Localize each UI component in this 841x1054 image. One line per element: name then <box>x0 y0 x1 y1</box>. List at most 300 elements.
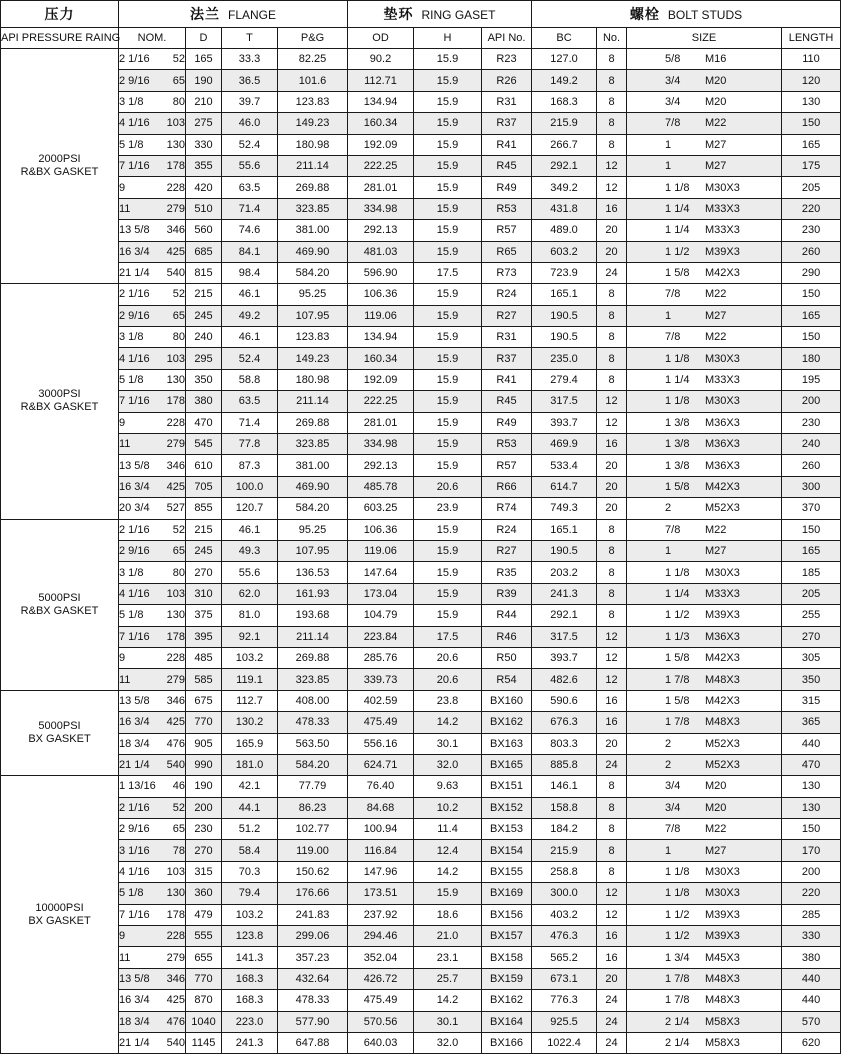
api-no-cell: R53 <box>482 434 532 455</box>
od-cell: 119.06 <box>348 540 414 561</box>
nom-mm: 52 <box>172 801 185 814</box>
bolt-size-cell <box>627 926 782 947</box>
bolt-size-metric: M30X3 <box>705 566 740 579</box>
bolt-size-inch: 1 1/4 <box>665 374 690 387</box>
gasket-type: R&BX GASKET <box>20 604 99 617</box>
length-cell: 285 <box>782 904 841 925</box>
bc-cell: 489.0 <box>532 220 597 241</box>
nom-inch: 7 1/16 <box>119 160 150 173</box>
d-cell: 685 <box>186 241 222 262</box>
bolt-count-cell: 8 <box>597 305 627 326</box>
bolt-size-cell <box>627 947 782 968</box>
length-cell: 180 <box>782 348 841 369</box>
nom-mm: 279 <box>166 438 185 451</box>
h-cell: 15.9 <box>414 369 482 390</box>
nom-inch: 21 1/4 <box>119 267 150 280</box>
d-cell: 360 <box>186 883 222 904</box>
bolt-count-cell: 20 <box>597 733 627 754</box>
bolt-size-cell <box>627 498 782 519</box>
nom-mm: 228 <box>166 930 185 943</box>
nom-cell <box>119 476 186 497</box>
t-cell: 55.6 <box>222 155 278 176</box>
pg-cell: 119.00 <box>278 840 348 861</box>
bolt-size-inch: 1 7/8 <box>665 994 690 1007</box>
bolt-count-cell: 24 <box>597 1032 627 1053</box>
od-cell: 192.09 <box>348 369 414 390</box>
bolt-size-metric: M58X3 <box>705 1015 740 1028</box>
bolt-size-metric: M33X3 <box>705 224 740 237</box>
h-cell: 15.9 <box>414 348 482 369</box>
bolt-size-metric: M22 <box>705 331 727 344</box>
api-no-cell: R45 <box>482 391 532 412</box>
table-row <box>1 840 841 861</box>
nom-cell <box>119 327 186 348</box>
col-nom: NOM. <box>119 28 186 49</box>
api-no-cell: R24 <box>482 519 532 540</box>
nom-cell <box>119 177 186 198</box>
bc-cell: 235.0 <box>532 348 597 369</box>
table-row <box>1 1032 841 1053</box>
table-row <box>1 647 841 668</box>
table-row <box>1 348 841 369</box>
bolt-size-inch: 3/4 <box>665 95 681 108</box>
length-cell: 195 <box>782 369 841 390</box>
nom-cell <box>119 583 186 604</box>
pg-cell: 82.25 <box>278 49 348 70</box>
nom-mm: 52 <box>172 53 185 66</box>
d-cell: 355 <box>186 155 222 176</box>
bolt-size-cell <box>627 434 782 455</box>
od-cell: 223.84 <box>348 626 414 647</box>
bolt-size-inch: 1 1/2 <box>665 609 690 622</box>
nom-mm: 78 <box>172 844 185 857</box>
bolt-size-inch: 3/4 <box>665 780 681 793</box>
bolt-size-metric: M27 <box>705 138 727 151</box>
pressure-rating-cell <box>1 519 119 690</box>
od-cell: 90.2 <box>348 49 414 70</box>
bolt-size-inch: 7/8 <box>665 523 681 536</box>
bolt-size-cell <box>627 647 782 668</box>
bolt-size-inch: 1 <box>665 545 672 558</box>
pg-cell: 469.90 <box>278 476 348 497</box>
bolt-size-inch: 1 1/8 <box>665 181 690 194</box>
h-cell: 32.0 <box>414 754 482 775</box>
nom-inch: 4 1/16 <box>119 117 150 130</box>
od-cell: 339.73 <box>348 669 414 690</box>
bc-cell: 149.2 <box>532 70 597 91</box>
bolt-count-cell: 16 <box>597 690 627 711</box>
bolt-size-metric: M39X3 <box>705 609 740 622</box>
t-cell: 63.5 <box>222 391 278 412</box>
bolt-size-inch: 7/8 <box>665 331 681 344</box>
bolt-size-cell <box>627 220 782 241</box>
bolt-size-cell <box>627 91 782 112</box>
d-cell: 190 <box>186 70 222 91</box>
nom-cell <box>119 776 186 797</box>
t-cell: 98.4 <box>222 262 278 283</box>
od-cell: 285.76 <box>348 647 414 668</box>
bolt-size-inch: 1 3/8 <box>665 438 690 451</box>
nom-cell <box>119 562 186 583</box>
od-cell: 292.13 <box>348 220 414 241</box>
bolt-count-cell: 8 <box>597 348 627 369</box>
rating-value: 3000PSI <box>38 388 81 401</box>
h-cell: 15.9 <box>414 327 482 348</box>
nom-inch: 11 <box>119 951 131 964</box>
od-cell: 76.40 <box>348 776 414 797</box>
bc-cell: 393.7 <box>532 647 597 668</box>
bolt-size-metric: M36X3 <box>705 438 740 451</box>
bolt-size-inch: 2 <box>665 759 672 772</box>
api-no-cell: R49 <box>482 412 532 433</box>
length-cell: 230 <box>782 220 841 241</box>
api-no-cell: BX159 <box>482 968 532 989</box>
bolt-size-inch: 1 3/8 <box>665 459 690 472</box>
bolt-size-inch: 1 5/8 <box>665 694 690 707</box>
od-cell: 222.25 <box>348 155 414 176</box>
bolt-count-cell: 20 <box>597 241 627 262</box>
col-no: No. <box>597 28 627 49</box>
nom-inch: 13 5/8 <box>119 224 150 237</box>
d-cell: 245 <box>186 540 222 561</box>
bolt-size-metric: M48X3 <box>705 972 740 985</box>
bolt-size-metric: M30X3 <box>705 352 740 365</box>
bolt-size-inch: 1 1/8 <box>665 352 690 365</box>
bolt-size-cell <box>627 1011 782 1032</box>
od-cell: 100.94 <box>348 819 414 840</box>
h-cell: 15.9 <box>414 220 482 241</box>
nom-mm: 103 <box>166 352 185 365</box>
pg-cell: 584.20 <box>278 262 348 283</box>
length-cell: 130 <box>782 776 841 797</box>
pg-cell: 102.77 <box>278 819 348 840</box>
nom-inch: 11 <box>119 202 131 215</box>
bolt-size-cell <box>627 369 782 390</box>
d-cell: 510 <box>186 198 222 219</box>
d-cell: 555 <box>186 926 222 947</box>
pg-cell: 211.14 <box>278 391 348 412</box>
nom-cell <box>119 926 186 947</box>
od-cell: 334.98 <box>348 434 414 455</box>
bolt-size-cell <box>627 284 782 305</box>
h-cell: 15.9 <box>414 91 482 112</box>
bolt-size-cell <box>627 177 782 198</box>
h-cell: 15.9 <box>414 198 482 219</box>
length-cell: 110 <box>782 49 841 70</box>
pg-cell: 432.64 <box>278 968 348 989</box>
t-cell: 123.8 <box>222 926 278 947</box>
bolt-size-metric: M33X3 <box>705 202 740 215</box>
od-cell: 281.01 <box>348 412 414 433</box>
h-cell: 23.9 <box>414 498 482 519</box>
bolt-size-inch: 1 1/8 <box>665 887 690 900</box>
h-cell: 17.5 <box>414 626 482 647</box>
bolt-size-metric: M36X3 <box>705 630 740 643</box>
nom-cell <box>119 305 186 326</box>
table-row <box>1 861 841 882</box>
api-no-cell: BX157 <box>482 926 532 947</box>
nom-inch: 7 1/16 <box>119 908 150 921</box>
nom-mm: 65 <box>172 823 185 836</box>
length-cell: 205 <box>782 177 841 198</box>
t-cell: 52.4 <box>222 134 278 155</box>
bolt-size-metric: M48X3 <box>705 994 740 1007</box>
bolt-size-metric: M52X3 <box>705 759 740 772</box>
nom-inch: 11 <box>119 438 131 451</box>
bolt-size-cell <box>627 968 782 989</box>
nom-mm: 130 <box>166 609 185 622</box>
od-cell: 624.71 <box>348 754 414 775</box>
table-row <box>1 819 841 840</box>
od-cell: 475.49 <box>348 712 414 733</box>
od-cell: 112.71 <box>348 70 414 91</box>
length-cell: 300 <box>782 476 841 497</box>
api-no-cell: R37 <box>482 113 532 134</box>
gasket-type: R&BX GASKET <box>20 401 99 414</box>
length-cell: 205 <box>782 583 841 604</box>
length-cell: 130 <box>782 797 841 818</box>
h-cell: 20.6 <box>414 476 482 497</box>
nom-mm: 178 <box>166 908 185 921</box>
table-row <box>1 797 841 818</box>
nom-mm: 130 <box>166 138 185 151</box>
d-cell: 855 <box>186 498 222 519</box>
bolt-size-inch: 5/8 <box>665 53 681 66</box>
od-cell: 160.34 <box>348 113 414 134</box>
bc-cell: 215.9 <box>532 840 597 861</box>
pg-cell: 323.85 <box>278 434 348 455</box>
nom-cell <box>119 220 186 241</box>
nom-inch: 2 1/16 <box>119 523 150 536</box>
api-no-cell: BX152 <box>482 797 532 818</box>
t-cell: 33.3 <box>222 49 278 70</box>
bolt-size-metric: M42X3 <box>705 481 740 493</box>
nom-cell <box>119 819 186 840</box>
pg-cell: 584.20 <box>278 498 348 519</box>
table-row <box>1 1011 841 1032</box>
api-no-cell: BX153 <box>482 819 532 840</box>
t-cell: 58.4 <box>222 840 278 861</box>
t-cell: 36.5 <box>222 70 278 91</box>
table-row <box>1 883 841 904</box>
nom-mm: 65 <box>172 545 185 558</box>
bc-cell: 292.1 <box>532 605 597 626</box>
od-cell: 294.46 <box>348 926 414 947</box>
nom-cell <box>119 498 186 519</box>
bolt-size-metric: M22 <box>705 117 727 130</box>
od-cell: 603.25 <box>348 498 414 519</box>
bolt-count-cell: 12 <box>597 177 627 198</box>
bolt-size-metric: M20 <box>705 780 727 793</box>
h-cell: 14.2 <box>414 712 482 733</box>
bolt-size-cell <box>627 476 782 497</box>
bolt-size-cell <box>627 262 782 283</box>
bc-cell: 393.7 <box>532 412 597 433</box>
length-cell: 370 <box>782 498 841 519</box>
od-cell: 334.98 <box>348 198 414 219</box>
length-cell: 350 <box>782 669 841 690</box>
h-cell: 30.1 <box>414 733 482 754</box>
pg-cell: 478.33 <box>278 990 348 1011</box>
col-pg: P&G <box>278 28 348 49</box>
h-cell: 10.2 <box>414 797 482 818</box>
rating-value: 10000PSI <box>35 901 84 914</box>
length-cell: 470 <box>782 754 841 775</box>
bolt-count-cell: 8 <box>597 540 627 561</box>
bolt-size-cell <box>627 113 782 134</box>
d-cell: 1145 <box>186 1032 222 1053</box>
d-cell: 815 <box>186 262 222 283</box>
h-cell: 30.1 <box>414 1011 482 1032</box>
table-row <box>1 369 841 390</box>
d-cell: 310 <box>186 583 222 604</box>
nom-inch: 3 1/16 <box>119 844 150 857</box>
bolt-size-metric: M42X3 <box>705 694 740 707</box>
flange-header: 法兰 FLANGE <box>119 1 348 28</box>
nom-mm: 80 <box>172 95 185 108</box>
bc-cell: 723.9 <box>532 262 597 283</box>
d-cell: 230 <box>186 819 222 840</box>
nom-cell <box>119 134 186 155</box>
t-cell: 52.4 <box>222 348 278 369</box>
nom-mm: 279 <box>166 673 185 686</box>
bolt-size-inch: 1 5/8 <box>665 267 690 280</box>
nom-inch: 4 1/16 <box>119 587 150 600</box>
nom-mm: 52 <box>172 288 185 301</box>
bolt-size-inch: 1 1/2 <box>665 245 690 258</box>
bolt-count-cell: 20 <box>597 455 627 476</box>
h-cell: 15.9 <box>414 177 482 198</box>
d-cell: 479 <box>186 904 222 925</box>
col-length: LENGTH <box>782 28 841 49</box>
bolt-count-cell: 8 <box>597 797 627 818</box>
t-cell: 223.0 <box>222 1011 278 1032</box>
nom-cell <box>119 733 186 754</box>
t-cell: 100.0 <box>222 476 278 497</box>
bc-cell: 190.5 <box>532 305 597 326</box>
bolt-size-cell <box>627 70 782 91</box>
bolt-size-cell <box>627 733 782 754</box>
d-cell: 270 <box>186 840 222 861</box>
api-no-cell: BX154 <box>482 840 532 861</box>
table-row <box>1 434 841 455</box>
bolt-size-cell <box>627 776 782 797</box>
table-row <box>1 947 841 968</box>
api-no-cell: R46 <box>482 626 532 647</box>
bolt-size-inch: 1 7/8 <box>665 972 690 985</box>
api-no-cell: R26 <box>482 70 532 91</box>
bolt-size-cell <box>627 348 782 369</box>
bolt-size-inch: 1 1/4 <box>665 202 690 215</box>
od-cell: 570.56 <box>348 1011 414 1032</box>
table-row <box>1 455 841 476</box>
col-od: OD <box>348 28 414 49</box>
nom-cell <box>119 262 186 283</box>
length-cell: 440 <box>782 990 841 1011</box>
bolt-size-inch: 2 <box>665 737 672 750</box>
bc-cell: 885.8 <box>532 754 597 775</box>
nom-mm: 103 <box>166 587 185 600</box>
pg-cell: 584.20 <box>278 754 348 775</box>
bolt-count-cell: 8 <box>597 70 627 91</box>
rating-value: 5000PSI <box>38 720 81 732</box>
length-cell: 185 <box>782 562 841 583</box>
nom-inch: 16 3/4 <box>119 716 150 729</box>
nom-mm: 228 <box>166 416 185 429</box>
bolt-count-cell: 20 <box>597 968 627 989</box>
nom-mm: 279 <box>166 202 185 215</box>
api-no-cell: BX151 <box>482 776 532 797</box>
bolt-size-inch: 3/4 <box>665 801 681 814</box>
t-cell: 42.1 <box>222 776 278 797</box>
table-row <box>1 134 841 155</box>
table-row <box>1 70 841 91</box>
bolt-size-inch: 1 7/8 <box>665 716 690 729</box>
bc-cell: 258.8 <box>532 861 597 882</box>
h-cell: 15.9 <box>414 412 482 433</box>
nom-mm: 346 <box>166 972 185 985</box>
nom-mm: 346 <box>166 459 185 472</box>
bolt-size-metric: M39X3 <box>705 908 740 921</box>
length-cell: 150 <box>782 519 841 540</box>
pg-cell: 86.23 <box>278 797 348 818</box>
table-row <box>1 198 841 219</box>
bolt-size-cell <box>627 583 782 604</box>
h-cell: 25.7 <box>414 968 482 989</box>
nom-mm: 527 <box>166 502 185 515</box>
od-cell: 173.04 <box>348 583 414 604</box>
t-cell: 63.5 <box>222 177 278 198</box>
pg-cell: 211.14 <box>278 626 348 647</box>
t-cell: 74.6 <box>222 220 278 241</box>
d-cell: 545 <box>186 434 222 455</box>
table-row <box>1 776 841 797</box>
nom-inch: 20 3/4 <box>119 502 150 515</box>
api-no-cell: BX155 <box>482 861 532 882</box>
t-cell: 168.3 <box>222 990 278 1011</box>
h-cell: 15.9 <box>414 455 482 476</box>
nom-mm: 425 <box>166 994 185 1007</box>
nom-mm: 178 <box>166 160 185 173</box>
bolt-size-cell <box>627 327 782 348</box>
api-no-cell: R54 <box>482 669 532 690</box>
length-cell: 200 <box>782 391 841 412</box>
nom-cell <box>119 754 186 775</box>
length-cell: 165 <box>782 540 841 561</box>
length-cell: 620 <box>782 1032 841 1053</box>
table-row <box>1 669 841 690</box>
bolt-count-cell: 8 <box>597 562 627 583</box>
t-cell: 71.4 <box>222 198 278 219</box>
h-cell: 15.9 <box>414 49 482 70</box>
bolt-size-cell <box>627 241 782 262</box>
bolt-size-metric: M48X3 <box>705 673 740 686</box>
pg-cell: 408.00 <box>278 690 348 711</box>
bolt-size-inch: 1 1/2 <box>665 930 690 943</box>
bolt-size-inch: 1 3/8 <box>665 416 690 429</box>
pg-cell: 269.88 <box>278 177 348 198</box>
nom-cell <box>119 626 186 647</box>
bolt-size-inch: 1 1/4 <box>665 224 690 237</box>
bolt-count-cell: 16 <box>597 712 627 733</box>
bolt-size-metric: M30X3 <box>705 181 740 194</box>
length-cell: 130 <box>782 91 841 112</box>
nom-inch: 4 1/16 <box>119 866 150 879</box>
d-cell: 295 <box>186 348 222 369</box>
bolt-size-inch: 1 1/8 <box>665 866 690 879</box>
nom-cell <box>119 647 186 668</box>
nom-cell <box>119 968 186 989</box>
